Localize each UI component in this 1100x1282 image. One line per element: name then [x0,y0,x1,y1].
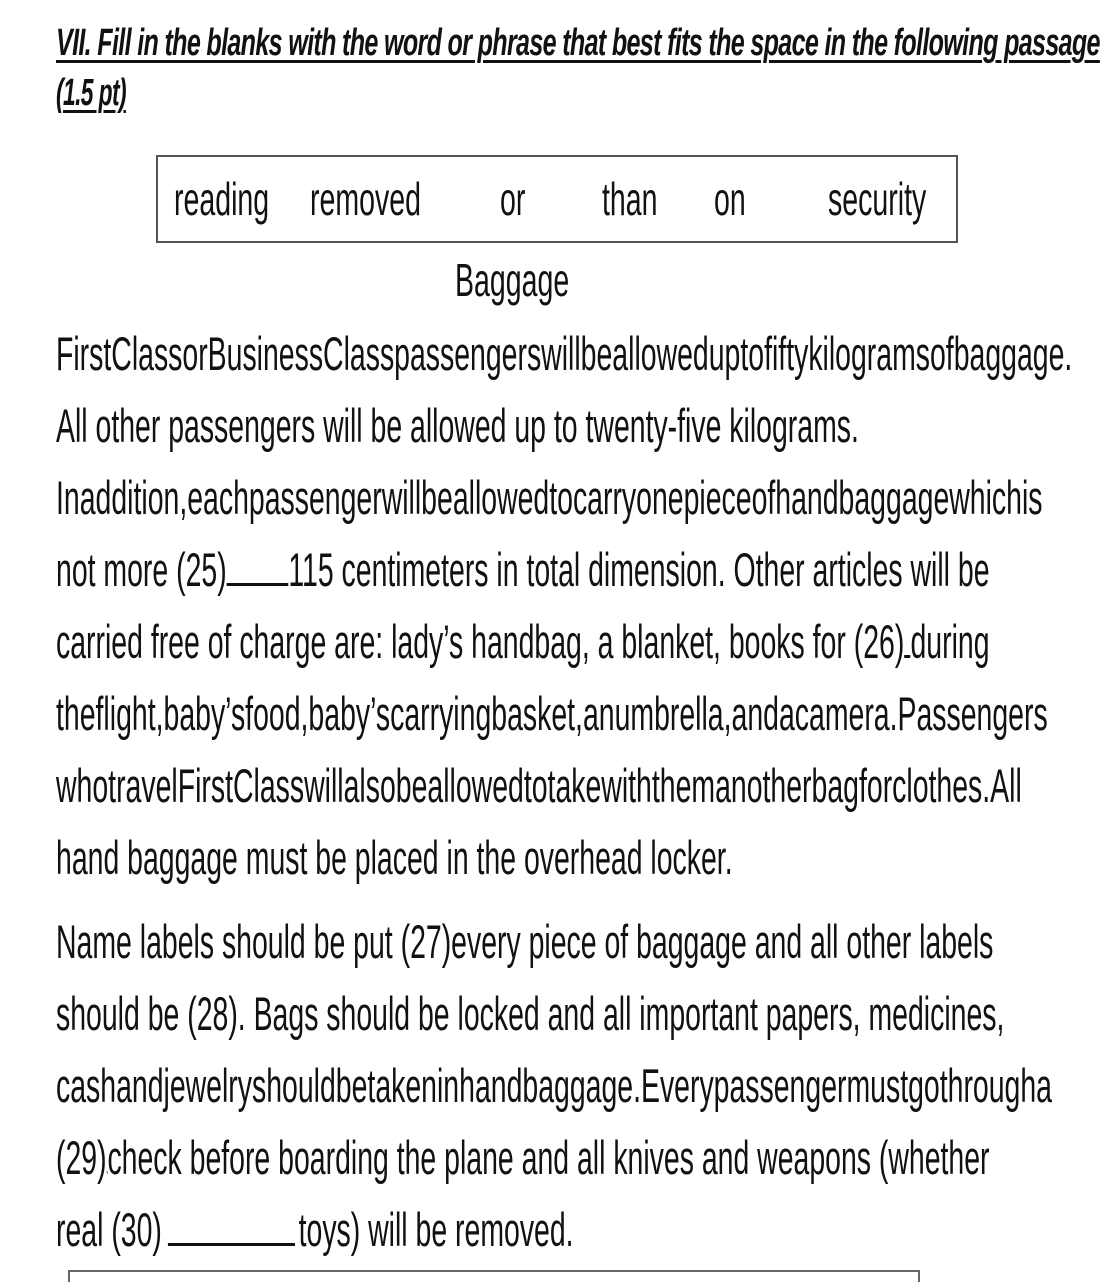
text-fragment: carried free of charge are: lady’s handbag, a blanket, books for (26) [56,615,905,668]
passage-title: Baggage [454,254,570,306]
word-bank-item: on [714,173,746,225]
text-line: First Class or Business Class passengers will be allowed up to fifty kilograms of baggage. [56,327,1073,380]
cropped-previous-line [52,0,312,2]
blank-25[interactable] [227,549,289,586]
exercise-points: (1.5 pt) [56,72,126,114]
text-fragment: should be (28) [56,987,238,1040]
exercise-heading [56,18,1100,118]
text-fragment: (29) [56,1131,107,1184]
text-fragment: 115 centimeters in total dimension. Other articles will be [288,543,990,596]
text-line: the flight, baby’s food, baby’s carrying basket, an umbrella, and a camera. Passengers [56,687,1048,740]
text-fragment: Name labels should be put (27) [56,915,452,968]
text-fragment: every piece of baggage and all other labels [451,915,994,968]
text-line: In addition, each passenger will be allowed to carry one piece of hand baggage which is [56,471,1043,524]
text-line: cash and jewelry should be taken in hand baggage. Every passenger must go through a [56,1059,1052,1112]
blank-30[interactable] [168,1209,295,1246]
word-bank-item: or [500,173,526,225]
text-fragment: toys) will be removed. [298,1203,574,1256]
word-bank-item: security [828,173,927,225]
text-fragment: during [910,615,990,668]
paragraph-1 [56,318,1073,462]
text-fragment: . Bags should be locked and all important papers, medicines, [237,987,1005,1040]
paragraph-2 [56,462,1048,894]
text-line: who travel First Class will also be allowed to take with them another bag for clothes. All [56,759,1022,812]
text-line: All other passengers will be allowed up to twenty-five kilograms. [56,399,859,452]
word-bank-item: reading [174,173,270,225]
word-bank-item: removed [310,173,421,225]
word-bank-item: than [602,173,658,225]
text-line: hand baggage must be placed in the overhead locker. [56,831,733,884]
exercise-instruction: VII. Fill in the blanks with the word or phrase that best fits the space in the following passage [56,22,1100,64]
text-fragment: real (30) [56,1203,162,1256]
next-box-edge [68,1270,920,1282]
text-fragment: not more (25) [56,543,227,596]
paragraph-3 [56,906,1052,1266]
word-bank-box [156,155,958,243]
text-fragment: check before boarding the plane and all knives and weapons (whether [107,1131,990,1184]
